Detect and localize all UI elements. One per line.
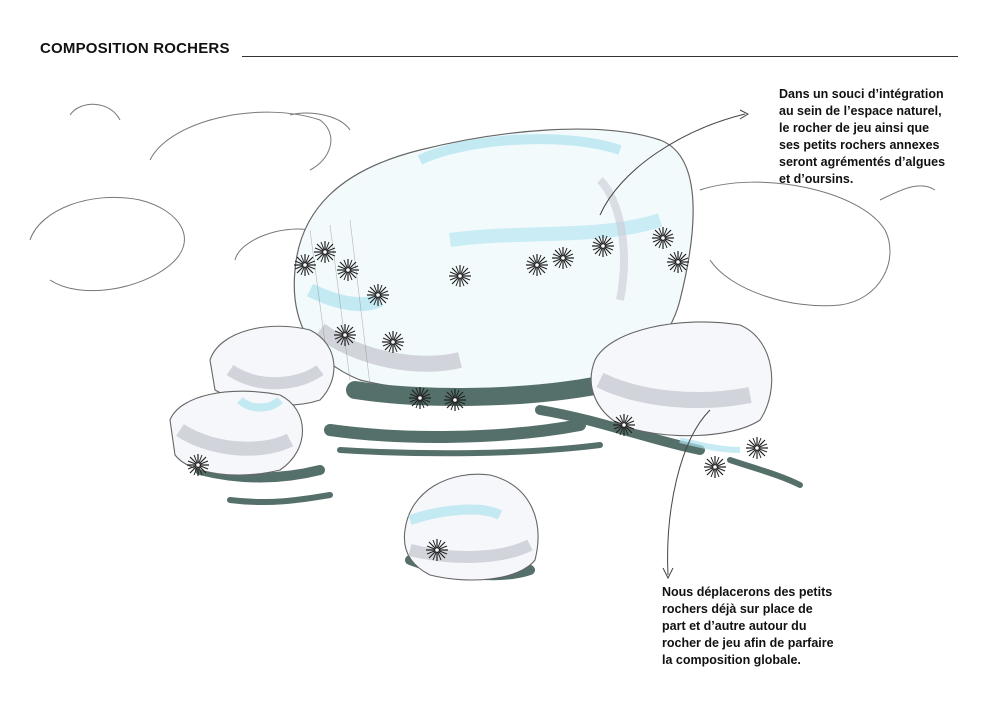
annotation-integration: Dans un souci d’intégration au sein de l’espace naturel, le rocher de jeu ainsi que ses petits rochers annexes seront agrémentés d’algues et d’oursins. [779,87,946,186]
annotation-composition: Nous déplacerons des petits rochers déjà sur place de part et d’autre autour du rocher de jeu afin de parfaire la composition globale. [662,585,834,667]
left-rocks [170,326,334,475]
bottom-rock [404,474,538,580]
page-title: COMPOSITION ROCHERS [40,40,230,57]
